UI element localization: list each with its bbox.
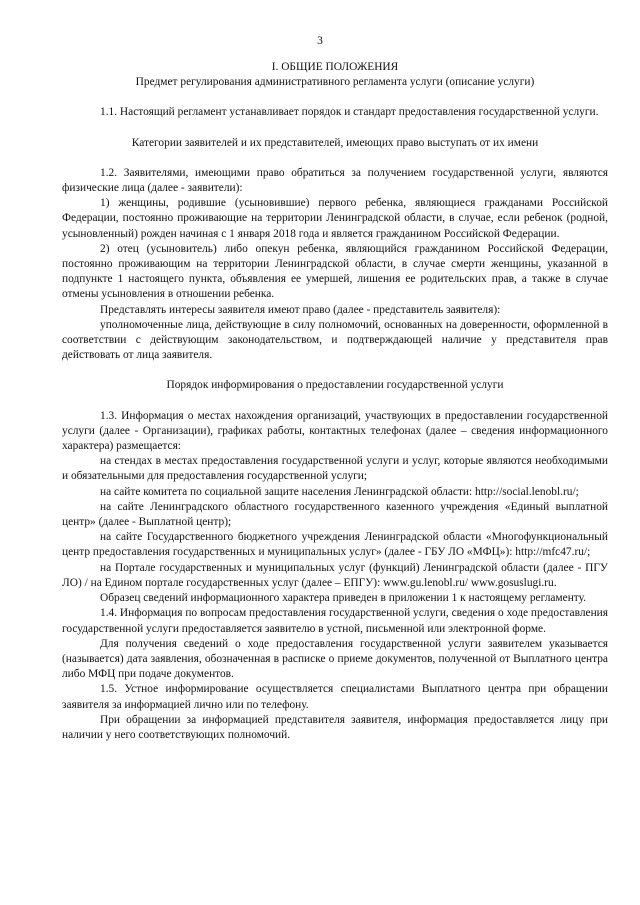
paragraph-representatives: Представлять интересы заявителя имеют право (далее - представитель заявителя):	[100, 303, 501, 316]
paragraph-1-3-portal: на Портале государственных и муниципальных услуг (функций) Ленинградской области (далее - ПГУ ЛО) / на Едином портале государственных услуг (далее – ЕПГУ): www.gu.lenobl.ru/ www.gosuslugi.ru.	[62, 561, 608, 589]
paragraph-1-3-stands: на стендах в местах предоставления государственной услуги и услуг, которые являются необходимыми и обязательными для предоставления государственной услуги;	[62, 455, 608, 483]
section-title: I. ОБЩИЕ ПОЛОЖЕНИЯ	[271, 61, 399, 73]
paragraph-1-3-payment-center-site: на сайте Ленинградского областного государственного казенного учреждения «Единый выплатной центр» (далее - Выплатной центр);	[62, 500, 608, 529]
paragraph-representatives-1: уполномоченные лица, действующие в силу полномочий, основанных на доверенности, оформленной в соответствии с действующим законодательством, и подтверждающей наличие у представителя прав действовать от лица заявителя.	[62, 318, 608, 362]
paragraph-1-2: 1.2. Заявителями, имеющими право обратиться за получением государственной услуги, являются физические лица (далее - заявители):	[62, 166, 608, 195]
paragraph-1-3-sample: Образец сведений информационного характера приведен в приложении 1 к настоящему регламенту.	[100, 592, 587, 605]
paragraph-1-3: 1.3. Информация о местах нахождения организаций, участвующих в предоставлении государственной услуги (далее - Организации), графиках работы, контактных телефонах (далее – сведения информационного характера) размещается:	[62, 409, 608, 453]
paragraph-1-5: 1.5. Устное информирование осуществляется специалистами Выплатного центра при обращении заявителя за информацией лично или по телефону.	[62, 683, 608, 711]
paragraph-1-1: 1.1. Настоящий регламент устанавливает порядок и стандарт предоставления государственной услуги.	[100, 106, 599, 119]
document-body	[62, 60, 608, 743]
subtitle-info: Порядок информирования о предоставлении государственной услуги	[166, 379, 504, 392]
page-number: 3	[317, 35, 323, 47]
paragraph-1-5-representative: При обращении за информацией представителя заявителя, информация предоставляется лицу при наличии у него соответствующих полномочий.	[62, 713, 608, 741]
paragraph-1-4: 1.4. Информация по вопросам предоставления государственной услуги, сведения о ходе предоставления государственной услуги предоставляется заявителю в устной, письменной или электронной форме.	[62, 607, 608, 635]
paragraph-1-4-status: Для получения сведений о ходе предоставления государственной услуги заявителем указывается (называется) дата заявления, обозначенная в расписке о приеме документов, полученной от Выплатного центра либо МФЦ при подаче документов.	[62, 637, 608, 681]
paragraph-1-3-mfc-site: на сайте Государственного бюджетного учреждения Ленинградской области «Многофункциональный центр предоставления государственных и муниципальных услуг» (далее - ГБУ ЛО «МФЦ»): http://mfc47.ru/;	[62, 531, 608, 559]
subtitle-subject: Предмет регулирования административного регламента услуги (описание услуги)	[135, 76, 535, 89]
paragraph-1-2-item-1: 1) женщины, родившие (усыновившие) первого ребенка, являющиеся гражданами Российской Федерации, постоянно проживающие на территории Ленинградской области, в случае, если ребенок (родной, усыновленный) рожден начиная с 1 января 2018 года и является гражданином Российской Федерации.	[62, 197, 608, 240]
paragraph-1-3-committee-site: на сайте комитета по социальной защите населения Ленинградской области: http://social.lenobl.ru/;	[100, 485, 579, 498]
paragraph-1-2-item-2: 2) отец (усыновитель) либо опекун ребенка, являющийся гражданином Российской Федерации, постоянно проживающим на территории Ленинградской области, в случае смерти женщины, указанной в подпункте 1 настоящего пункта, объявления ее умершей, лишения ее родительских прав, а также в случае отмены усыновления в отношении ребенка.	[62, 242, 608, 301]
subtitle-categories: Категории заявителей и их представителей, имеющих право выступать от их имени	[131, 136, 539, 149]
